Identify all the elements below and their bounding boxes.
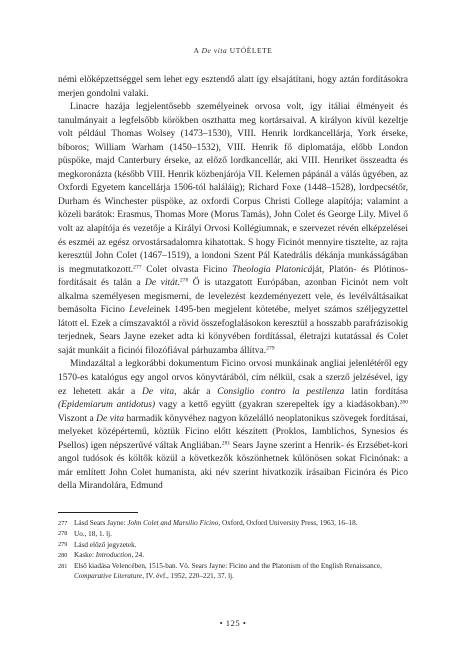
text-run: Első kiadása Velencében, 1515-ban. Vö. Sears Jayne: Ficino and the Platonism of the English Renaissance, xyxy=(74,562,382,571)
text-run: , akár a xyxy=(174,386,218,397)
footnote-ref: 280 xyxy=(399,399,408,406)
page-number: • 125 • xyxy=(219,618,247,628)
text-run: inek 1495-ben megjelent kötetébe, melyet számos széljegyzettel látott el. Ezek a címszavaktól a rövid összefoglalásokon keresztül a hosszabb parafrázisokig terjednek, Sears Jayne ezeket adta ki könyvében fordítással, életrajzi kutatással és Colet saját munkáit a ficinói filozófiával párhuzamba állítva. xyxy=(58,305,409,356)
footnote xyxy=(58,540,408,551)
text-run: Lásd előző jegyzetek. xyxy=(74,540,137,549)
footnote-rule xyxy=(58,512,138,513)
footnote-number: 278 xyxy=(58,530,68,538)
text-run: harmadik könyvéhez nagyon közelálló neoplatonikus szövegek fordításai, melyeket középértemű, köztük Ficino előtt készített (Proklos, Iamblichos, Synesios és Psellos) igen népszerűvé váltak Angliában. xyxy=(58,413,408,451)
footnotes xyxy=(58,518,408,582)
text-run: némi előképzettséggel sem lehet egy esztendő alatt így elsajátítani, hogy aztán fordításokra merjen gondolni valaki. xyxy=(58,75,408,99)
footnote-ref: 281 xyxy=(221,440,231,447)
running-head xyxy=(0,46,466,55)
footnote-ref: 278 xyxy=(179,277,189,284)
footnote-number: 279 xyxy=(58,541,68,549)
footnote xyxy=(58,529,408,540)
text-run: Colet olvasta Ficino xyxy=(141,264,233,275)
footnote-text xyxy=(74,540,408,551)
text-run: , Oxford, Oxford University Press, 1963, 16–18. xyxy=(218,519,358,527)
footnote-number: 281 xyxy=(58,562,68,570)
footnote-text xyxy=(74,518,408,529)
running-head-title: De vita xyxy=(201,46,228,55)
italic-title: Levele xyxy=(128,305,154,316)
running-head-prefix: A xyxy=(193,46,202,55)
footnote xyxy=(58,550,408,561)
body-paragraph xyxy=(58,101,408,358)
footnote-number: 277 xyxy=(58,519,68,527)
italic-title: Comparative Literature xyxy=(74,572,143,581)
running-head-suffix: UTÓÉLETE xyxy=(227,46,273,55)
italic-title: De vitát xyxy=(145,278,178,289)
main-text xyxy=(58,74,408,494)
text-run: Kaske: xyxy=(74,551,96,560)
italic-title: De vita xyxy=(96,413,124,424)
footnote-text xyxy=(74,550,408,561)
body-paragraph xyxy=(58,74,408,101)
footnote-ref: 277 xyxy=(133,264,142,271)
footnote-text xyxy=(74,561,408,582)
text-run: latin fordítása xyxy=(344,386,408,397)
text-run: Uo., 18, 1. lj. xyxy=(74,529,112,538)
footnote xyxy=(58,561,408,582)
footnote-text xyxy=(74,529,408,540)
italic-title: (Epidemiarum antidotus) xyxy=(58,400,156,411)
text-run: Sears Jayne szerint a Henrik- és Erzsébet-kori angol tudósok és költők közül a következők köszönhetnek különösen sokat Ficinónak: a már említett John Colet humanista, aki név szerint hivatkozik írásaiban Ficinóra és Pico della Mirandolára, Edmund xyxy=(58,440,408,492)
italic-title: Consiglio contro la pestilenza xyxy=(217,386,345,397)
footnote-ref: 279 xyxy=(266,345,275,352)
footnote xyxy=(58,518,408,529)
italic-title: John Colet and Marsilio Ficino xyxy=(127,519,219,527)
text-run: Mindazáltal a legkorábbi dokumentum Ficino orvosi munkáinak angliai jelenlétéről egy 1570-es katalógus egy angol orvos könyvtárából, cím nélkül, csak a szerző jelzésével, így ez lehetett akár a xyxy=(58,359,408,397)
text-run: . xyxy=(177,278,180,289)
text-run: Viszont a xyxy=(58,413,97,424)
text-run: Lásd Sears Jayne: xyxy=(74,519,128,527)
text-run: ját, Platón- és Plótinos-fordításait és talán a xyxy=(58,264,409,289)
italic-title: Theologia Platonicá xyxy=(232,264,313,275)
text-run: , IV. évf., 1952, 220–221, 37. lj. xyxy=(142,572,234,581)
text-run: Linacre hazája legjelentősebb személyeinek orvosa volt, így itáliai élményeit és tanulmányait a legfelsőbb körökben oszthatta meg kortársaival. A királyon kívül kezeltje volt például Thomas Wolsey (1473–1530), VIII. Henrik lordkancellárja, York érseke, bíboros; William Warham (1450–1532), VIII. Henrik fő diplomatája, előbb London püspöke, majd Canterbury érseke, az előző lordkancellár, aki VIII. Henriket összeadta és megkoronázta (később VIII. Henrik közbenjárója VII. Kelemen pápánál a válás ügyében, az Oxfordi Egyetem kancellárja 1506-tól haláláig); Richard Foxe (1448–1528), lordpecsétőr, Durham és Winchester püspöke, az oxfordi Corpus Christi College alapítója; valamint a közeli barátok: Erasmus, Thomas More (Morus Tamás), John Colet és George Lily. Mivel ő volt az alapítója és vezetője a Királyi Orvosi Kollégiumnak, e szervezet révén elképzelései és eszméi az egész orvostársadalomra kihatottak. S hogy Ficinót mennyire tisztelte, az rajta keresztül John Colet (1467–1519), a londoni Szent Pál Katedrális dékánja munkásságában is megmutatkozott. xyxy=(58,102,408,275)
italic-title: De vita xyxy=(141,386,175,397)
footnote-number: 280 xyxy=(58,551,68,559)
text-run: Ő is utazgatott Európában, azonban Ficinót nem volt alkalma személyesen megismerni, de levelezést kezdeményezett vele, és levélváltásaikat bemásolta Ficino xyxy=(58,278,409,316)
text-run: , 24. xyxy=(131,551,145,560)
body-paragraph xyxy=(58,358,408,493)
italic-title: Introduction xyxy=(95,551,132,560)
text-run: vagy a kettő együtt (gyakran szerepeltek így a kiadásokban). xyxy=(155,400,400,411)
